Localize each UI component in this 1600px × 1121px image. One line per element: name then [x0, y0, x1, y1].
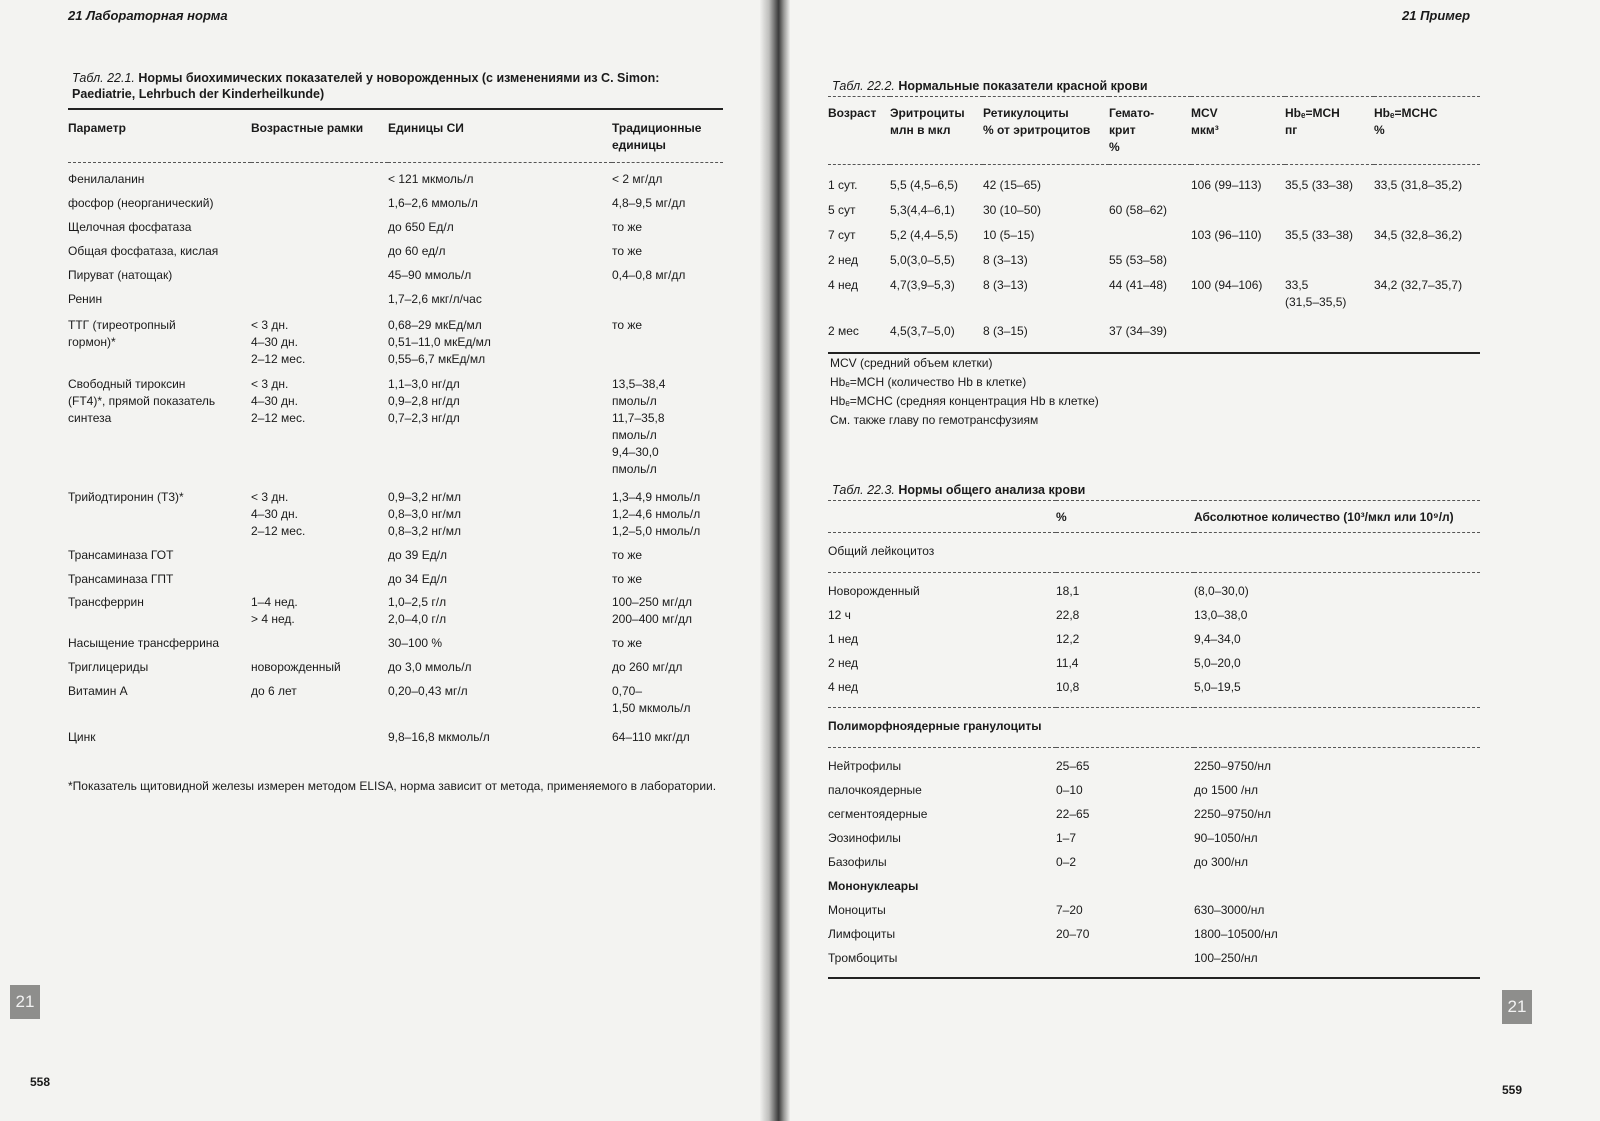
cell-reticulocytes: 8 (3–15) — [983, 324, 1028, 338]
section-row — [828, 533, 1480, 573]
table-row — [828, 221, 1480, 246]
cell-age: 2 мес — [828, 324, 859, 338]
book-gutter — [760, 0, 790, 1121]
table-row — [828, 196, 1480, 221]
left-page — [0, 0, 760, 1121]
cell-absolute: 5,0–19,5 — [1194, 680, 1241, 694]
cell-age: < 3 дн. 4–30 дн. 2–12 мес. — [251, 318, 306, 366]
cell-erythrocytes: 5,0(3,0–5,5) — [890, 253, 955, 267]
table-row — [828, 675, 1480, 699]
cell-mch: 35,5 (33–38) — [1285, 228, 1354, 242]
table-row — [68, 286, 723, 310]
cell-mcv: 106 (99–113) — [1191, 178, 1262, 192]
cell-traditional: 13,5–38,4 пмоль/л 11,7–35,8 пмоль/л 9,4–30,0 пмоль/л — [612, 377, 666, 476]
cell-age: 2 нед — [828, 253, 859, 267]
table-title-text: Нормы биохимических показателей у новорожденных (с изменениями из C. Simon: Paediatrie, Lehrbuch der Kinderheilkunde) — [72, 71, 660, 101]
table-row — [68, 310, 723, 370]
cell-age — [251, 262, 388, 286]
cell-name: Нейтрофилы — [828, 759, 902, 773]
table-row — [68, 542, 723, 566]
header-age: Возрастные рамки — [251, 121, 364, 135]
cell-traditional: то же — [612, 548, 643, 562]
table-row — [68, 654, 723, 678]
footnote: *Показатель щитовидной железы измерен методом ELISA, норма зависит от метода, применяемого в лаборатории. — [68, 779, 717, 793]
cell-name: 2 нед — [828, 656, 859, 670]
cell-age: 4 нед — [828, 278, 859, 292]
cell-percent: 1–7 — [1056, 831, 1077, 845]
cell-name: 4 нед — [828, 680, 859, 694]
section-row — [828, 708, 1480, 748]
table-number: Табл. 22.1. — [72, 71, 135, 85]
page-number-right: 559 — [1502, 1083, 1523, 1097]
table-row — [828, 946, 1480, 978]
cell-percent: 11,4 — [1056, 656, 1079, 670]
cell-param: Трийодтиронин (Т3)* — [68, 490, 184, 504]
cell-hematocrit — [1109, 165, 1191, 197]
cell-age — [251, 214, 388, 238]
header-percent: % — [1056, 510, 1067, 524]
section-row — [828, 874, 1480, 898]
cell-reticulocytes: 30 (10–50) — [983, 203, 1042, 217]
cell-hematocrit: 44 (41–48) — [1109, 278, 1168, 292]
cell-mchc — [1374, 313, 1480, 353]
cell-mch: 33,5 (31,5–35,5) — [1285, 278, 1347, 309]
cell-age: 1–4 нед. > 4 нед. — [251, 595, 298, 626]
cell-param: Общая фосфатаза, кислая — [68, 244, 219, 258]
table-row — [828, 573, 1480, 604]
cell-age: 5 сут — [828, 203, 856, 217]
cell-name: палочкоядерные — [828, 783, 922, 797]
cell-param: Витамин А — [68, 684, 128, 698]
cell-erythrocytes: 5,3(4,4–6,1) — [890, 203, 955, 217]
cell-mch: 35,5 (33–38) — [1285, 178, 1354, 192]
cell-erythrocytes: 5,5 (4,5–6,5) — [890, 178, 959, 192]
cell-param: Фенилаланин — [68, 172, 145, 186]
table-row — [828, 271, 1480, 313]
cell-reticulocytes: 8 (3–13) — [983, 278, 1028, 292]
chapter-tab-right: 21 — [1502, 990, 1532, 1024]
cell-age — [251, 286, 388, 310]
cell-si: 1,0–2,5 г/л 2,0–4,0 г/л — [388, 595, 447, 626]
cell-si: 0,68–29 мкЕд/мл 0,51–11,0 мкЕд/мл 0,55–6,7 мкЕд/мл — [388, 318, 491, 366]
cell-age — [251, 630, 388, 654]
table-row — [68, 590, 723, 630]
cell-percent: 7–20 — [1056, 903, 1083, 917]
red-blood-table — [828, 96, 1480, 354]
table-row — [68, 480, 723, 542]
cell-percent: 10,8 — [1056, 680, 1080, 694]
cell-traditional: < 2 мг/дл — [612, 172, 663, 186]
table-row — [68, 566, 723, 590]
header-absolute: Абсолютное количество (10³/мкл или 10⁹/л) — [1194, 510, 1454, 524]
table-row — [68, 214, 723, 238]
cell-si: до 34 Ед/л — [388, 572, 448, 586]
table-bottom-rule — [828, 978, 1480, 979]
cell-param: Трансаминаза ГОТ — [68, 548, 174, 562]
cell-param: Трансаминаза ГПТ — [68, 572, 174, 586]
cell-absolute: 5,0–20,0 — [1194, 656, 1241, 670]
cell-percent — [1056, 946, 1194, 978]
cell-traditional: 0,70– 1,50 мкмоль/л — [612, 684, 691, 715]
cell-traditional: до 260 мг/дл — [612, 660, 683, 674]
cell-age — [251, 190, 388, 214]
table-row — [68, 163, 723, 191]
table-22-2-title — [832, 78, 1148, 94]
header-reticulocytes: Ретикулоциты % от эритроцитов — [983, 106, 1091, 137]
cell-name: Базофилы — [828, 855, 887, 869]
chapter-tab-left: 21 — [10, 985, 40, 1019]
cell-mcv — [1191, 196, 1285, 221]
cell-hematocrit: 55 (53–58) — [1109, 253, 1168, 267]
section-label: Полиморфноядерные гранулоциты — [828, 719, 1042, 733]
cell-hematocrit — [1109, 221, 1191, 246]
table-header-row — [68, 109, 723, 163]
cell-hematocrit: 37 (34–39) — [1109, 324, 1168, 338]
cell-reticulocytes: 42 (15–65) — [983, 178, 1042, 192]
cell-param: Цинк — [68, 730, 96, 744]
cell-erythrocytes: 4,5(3,7–5,0) — [890, 324, 955, 338]
cell-name: Тромбоциты — [828, 951, 898, 965]
header-si: Единицы СИ — [388, 121, 464, 135]
cell-name: Моноциты — [828, 903, 886, 917]
table-row — [68, 238, 723, 262]
table-row — [828, 898, 1480, 922]
cell-mcv: 100 (94–106) — [1191, 278, 1263, 292]
cell-traditional: 100–250 мг/дл 200–400 мг/дл — [612, 595, 693, 626]
cell-mch — [1285, 246, 1374, 271]
cell-si: 0,9–3,2 нг/мл 0,8–3,0 нг/мл 0,8–3,2 нг/мл — [388, 490, 461, 538]
table-row — [68, 678, 723, 719]
cell-param: Пируват (натощак) — [68, 268, 173, 282]
cell-traditional: 0,4–0,8 мг/дл — [612, 268, 686, 282]
cell-si: до 650 Ед/л — [388, 220, 454, 234]
cell-absolute: (8,0–30,0) — [1194, 584, 1249, 598]
cell-age — [251, 163, 388, 191]
cell-si: до 39 Ед/л — [388, 548, 448, 562]
table-row — [828, 850, 1480, 874]
cell-si: 1,6–2,6 ммоль/л — [388, 196, 478, 210]
table-row — [828, 778, 1480, 802]
cell-age — [251, 719, 388, 748]
table-row — [828, 313, 1480, 353]
cell-traditional: 64–110 мкг/дл — [612, 730, 690, 744]
blood-count-table — [828, 500, 1480, 979]
cell-si: 1,7–2,6 мкг/л/час — [388, 292, 482, 306]
cell-param: Триглицериды — [68, 660, 149, 674]
table-row — [68, 719, 723, 748]
cell-name: Эозинофилы — [828, 831, 901, 845]
table-22-2-notes — [830, 354, 1099, 430]
cell-percent: 22–65 — [1056, 807, 1090, 821]
cell-age: < 3 дн. 4–30 дн. 2–12 мес. — [251, 490, 306, 538]
cell-absolute: до 1500 /нл — [1194, 783, 1259, 797]
cell-param: фосфор (неорганический) — [68, 196, 214, 210]
cell-mcv: 103 (96–110) — [1191, 228, 1262, 242]
cell-age: новорожденный — [251, 660, 341, 674]
cell-mcv — [1191, 246, 1285, 271]
cell-traditional: 4,8–9,5 мг/дл — [612, 196, 686, 210]
cell-percent: 18,1 — [1056, 584, 1080, 598]
cell-absolute: 2250–9750/нл — [1194, 759, 1272, 773]
table-row — [828, 246, 1480, 271]
cell-si: до 60 ед/л — [388, 244, 446, 258]
cell-percent: 22,8 — [1056, 608, 1080, 622]
cell-param: Щелочная фосфатаза — [68, 220, 192, 234]
table-row — [828, 922, 1480, 946]
cell-si: 30–100 % — [388, 636, 443, 650]
spacer-row — [828, 699, 1480, 708]
cell-age — [251, 542, 388, 566]
cell-traditional: то же — [612, 220, 643, 234]
cell-hematocrit: 60 (58–62) — [1109, 203, 1168, 217]
cell-param: ТТГ (тиреотропный гормон)* — [68, 318, 176, 349]
header-erythrocytes: Эритроциты млн в мкл — [890, 106, 965, 137]
cell-erythrocytes: 4,7(3,9–5,3) — [890, 278, 955, 292]
cell-age: < 3 дн. 4–30 дн. 2–12 мес. — [251, 377, 306, 425]
table-row — [68, 262, 723, 286]
cell-traditional: то же — [612, 318, 643, 332]
cell-absolute: 2250–9750/нл — [1194, 807, 1272, 821]
table-number: Табл. 22.2. — [832, 79, 895, 93]
table-row — [828, 826, 1480, 850]
table-22-1-title — [72, 70, 722, 102]
cell-age — [251, 566, 388, 590]
cell-percent: 0–2 — [1056, 855, 1077, 869]
table-row — [828, 603, 1480, 627]
cell-traditional: то же — [612, 244, 643, 258]
cell-si: 1,1–3,0 нг/дл 0,9–2,8 нг/дл 0,7–2,3 нг/дл — [388, 377, 460, 425]
cell-si: < 121 мкмоль/л — [388, 172, 474, 186]
note-line: Hbₑ=MCHC (средняя концентрация Hb в клетке) — [830, 394, 1099, 408]
cell-param: Ренин — [68, 292, 103, 306]
cell-name: сегментоядерные — [828, 807, 928, 821]
cell-param: Насыщение трансферрина — [68, 636, 220, 650]
table-title-text: Нормы общего анализа крови — [898, 483, 1086, 497]
table-row — [68, 190, 723, 214]
note-line: MCV (средний объем клетки) — [830, 356, 993, 370]
cell-reticulocytes: 10 (5–15) — [983, 228, 1035, 242]
note-line: См. также главу по гемотрансфузиям — [830, 413, 1039, 427]
table-row — [68, 630, 723, 654]
cell-mch — [1285, 196, 1374, 221]
cell-si: 0,20–0,43 мг/л — [388, 684, 468, 698]
cell-name: 12 ч — [828, 608, 851, 622]
cell-traditional — [612, 286, 723, 310]
table-row — [828, 651, 1480, 675]
header-empty — [828, 501, 1056, 533]
cell-mchc: 33,5 (31,8–35,2) — [1374, 178, 1463, 192]
cell-mchc: 34,5 (32,8–36,2) — [1374, 228, 1463, 242]
running-head-left: 21 Лабораторная норма — [68, 8, 228, 23]
table-22-3-title — [832, 482, 1085, 498]
cell-param: Свободный тироксин (FT4)*, прямой показатель синтеза — [68, 377, 216, 425]
header-hematocrit: Гемато- крит % — [1109, 106, 1155, 154]
table-row — [828, 627, 1480, 651]
table-header-row — [828, 501, 1480, 533]
cell-traditional: то же — [612, 572, 643, 586]
table-row — [68, 370, 723, 480]
cell-name: Новорожденный — [828, 584, 920, 598]
cell-name: Лимфоциты — [828, 927, 896, 941]
cell-absolute: 100–250/нл — [1194, 951, 1258, 965]
cell-erythrocytes: 5,2 (4,4–5,5) — [890, 228, 959, 242]
cell-si: 9,8–16,8 мкмоль/л — [388, 730, 490, 744]
page-number-left: 558 — [30, 1075, 51, 1089]
cell-mcv — [1191, 313, 1285, 353]
table-header-row — [828, 97, 1480, 165]
cell-percent: 20–70 — [1056, 927, 1090, 941]
note-line: Hbₑ=MCH (количество Hb в клетке) — [830, 375, 1027, 389]
cell-percent: 25–65 — [1056, 759, 1090, 773]
cell-mchc — [1374, 246, 1480, 271]
cell-absolute: 630–3000/нл — [1194, 903, 1265, 917]
biochem-norms-table — [68, 108, 723, 748]
cell-name: 1 нед — [828, 632, 859, 646]
cell-age: 1 сут. — [828, 178, 858, 192]
table-title-text: Нормальные показатели красной крови — [898, 79, 1148, 93]
table-row — [828, 802, 1480, 826]
header-traditional: Традиционные единицы — [612, 121, 702, 152]
cell-traditional: 1,3–4,9 нмоль/л 1,2–4,6 нмоль/л 1,2–5,0 нмоль/л — [612, 490, 701, 538]
cell-percent: 0–10 — [1056, 783, 1083, 797]
section-label: Мононуклеары — [828, 879, 919, 893]
cell-absolute: 9,4–34,0 — [1194, 632, 1241, 646]
header-mch: Hbₑ=MCH пг — [1285, 106, 1340, 137]
cell-absolute: 90–1050/нл — [1194, 831, 1258, 845]
table-number: Табл. 22.3. — [832, 483, 895, 497]
cell-absolute: 1800–10500/нл — [1194, 927, 1278, 941]
cell-absolute: до 300/нл — [1194, 855, 1248, 869]
header-age: Возраст — [828, 106, 877, 120]
cell-absolute: 13,0–38,0 — [1194, 608, 1248, 622]
section-label: Общий лейкоцитоз — [828, 544, 935, 558]
cell-mchc — [1374, 196, 1480, 221]
cell-mchc: 34,2 (32,7–35,7) — [1374, 278, 1463, 292]
cell-age: до 6 лет — [251, 684, 297, 698]
table-row — [828, 165, 1480, 197]
cell-mch — [1285, 313, 1374, 353]
cell-age: 7 сут — [828, 228, 856, 242]
cell-si: 45–90 ммоль/л — [388, 268, 472, 282]
header-mchc: Hbₑ=MCHC % — [1374, 106, 1438, 137]
table-row — [828, 748, 1480, 779]
running-head-right: 21 Пример — [1402, 8, 1471, 23]
cell-param: Трансферрин — [68, 595, 144, 609]
header-mcv: MCV мкм³ — [1191, 106, 1219, 137]
cell-percent: 12,2 — [1056, 632, 1080, 646]
cell-si: до 3,0 ммоль/л — [388, 660, 472, 674]
right-page — [790, 0, 1600, 1121]
cell-reticulocytes: 8 (3–13) — [983, 253, 1028, 267]
header-param: Параметр — [68, 121, 126, 135]
cell-age — [251, 238, 388, 262]
cell-traditional: то же — [612, 636, 643, 650]
